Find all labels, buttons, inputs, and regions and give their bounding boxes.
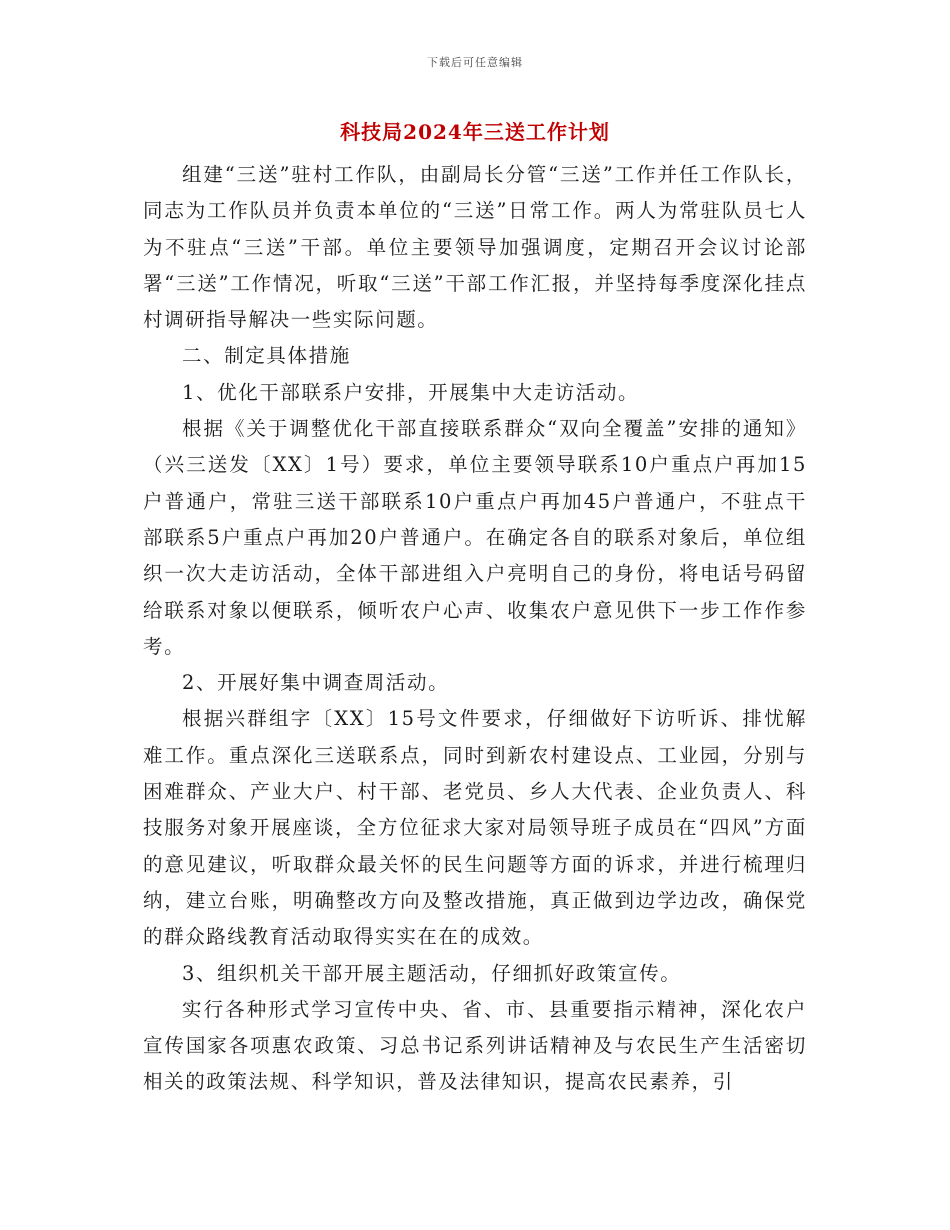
document-title: 科技局2024年三送工作计划 bbox=[340, 120, 610, 144]
subheading: 3、组织机关干部开展主题活动，仔细抓好政策宣传。 bbox=[182, 961, 682, 985]
paragraph: 根据兴群组字〔XX〕15号文件要求，仔细做好下访听诉、排忧解难工作。重点深化三送联系点，同时到新农村建设点、工业园，分别与困难群众、产业大户、村干部、老党员、乡人大代表、企业负责人、科技服务对象开展座谈，全方位征求大家对局领导班子成员在“四风”方面的意见建议，听取群众最关怀的民生问题等方面的诉求，并进行梳理归纳，建立台账，明确整改方向及整改措施，真正做到边学边改，确保党的群众路线教育活动取得实实在在的成效。 bbox=[143, 707, 807, 949]
paragraph: 根据《关于调整优化干部直接联系群众“双向全覆盖”安排的通知》（兴三送发〔XX〕1号）要求，单位主要领导联系10户重点户再加15户普通户，常驻三送干部联系10户重点户再加45户普通户，不驻点干部联系5户重点户再加20户普通户。在确定各自的联系对象后，单位组织一次大走访活动，全体干部进组入户亮明自己的身份，将电话号码留给联系对象以便联系，倾听农户心声、收集农户意见供下一步工作作参考。 bbox=[143, 417, 807, 658]
section-heading: 二、制定具体措施 bbox=[182, 344, 351, 368]
paragraph: 实行各种形式学习宣传中央、省、市、县重要指示精神，深化农户宣传国家各项惠农政策、习总书记系列讲话精神及与农民生产生活密切相关的政策法规、科学知识，普及法律知识，提高农民素养，引 bbox=[143, 997, 807, 1094]
header-note: 下载后可任意编辑 bbox=[427, 56, 523, 69]
document-body bbox=[143, 157, 807, 1101]
subheading: 1、优化干部联系户安排，开展集中大走访活动。 bbox=[182, 380, 640, 404]
paragraph: 组建“三送”驻村工作队，由副局长分管“三送”工作并任工作队长，同志为工作队员并负责本单位的“三送”日常工作。两人为常驻队员七人为不驻点“三送”干部。单位主要领导加强调度，定期召开会议讨论部署“三送”工作情况，听取“三送”干部工作汇报，并坚持每季度深化挂点村调研指导解决一些实际问题。 bbox=[143, 163, 807, 332]
subheading: 2、开展好集中调查周活动。 bbox=[182, 671, 450, 695]
